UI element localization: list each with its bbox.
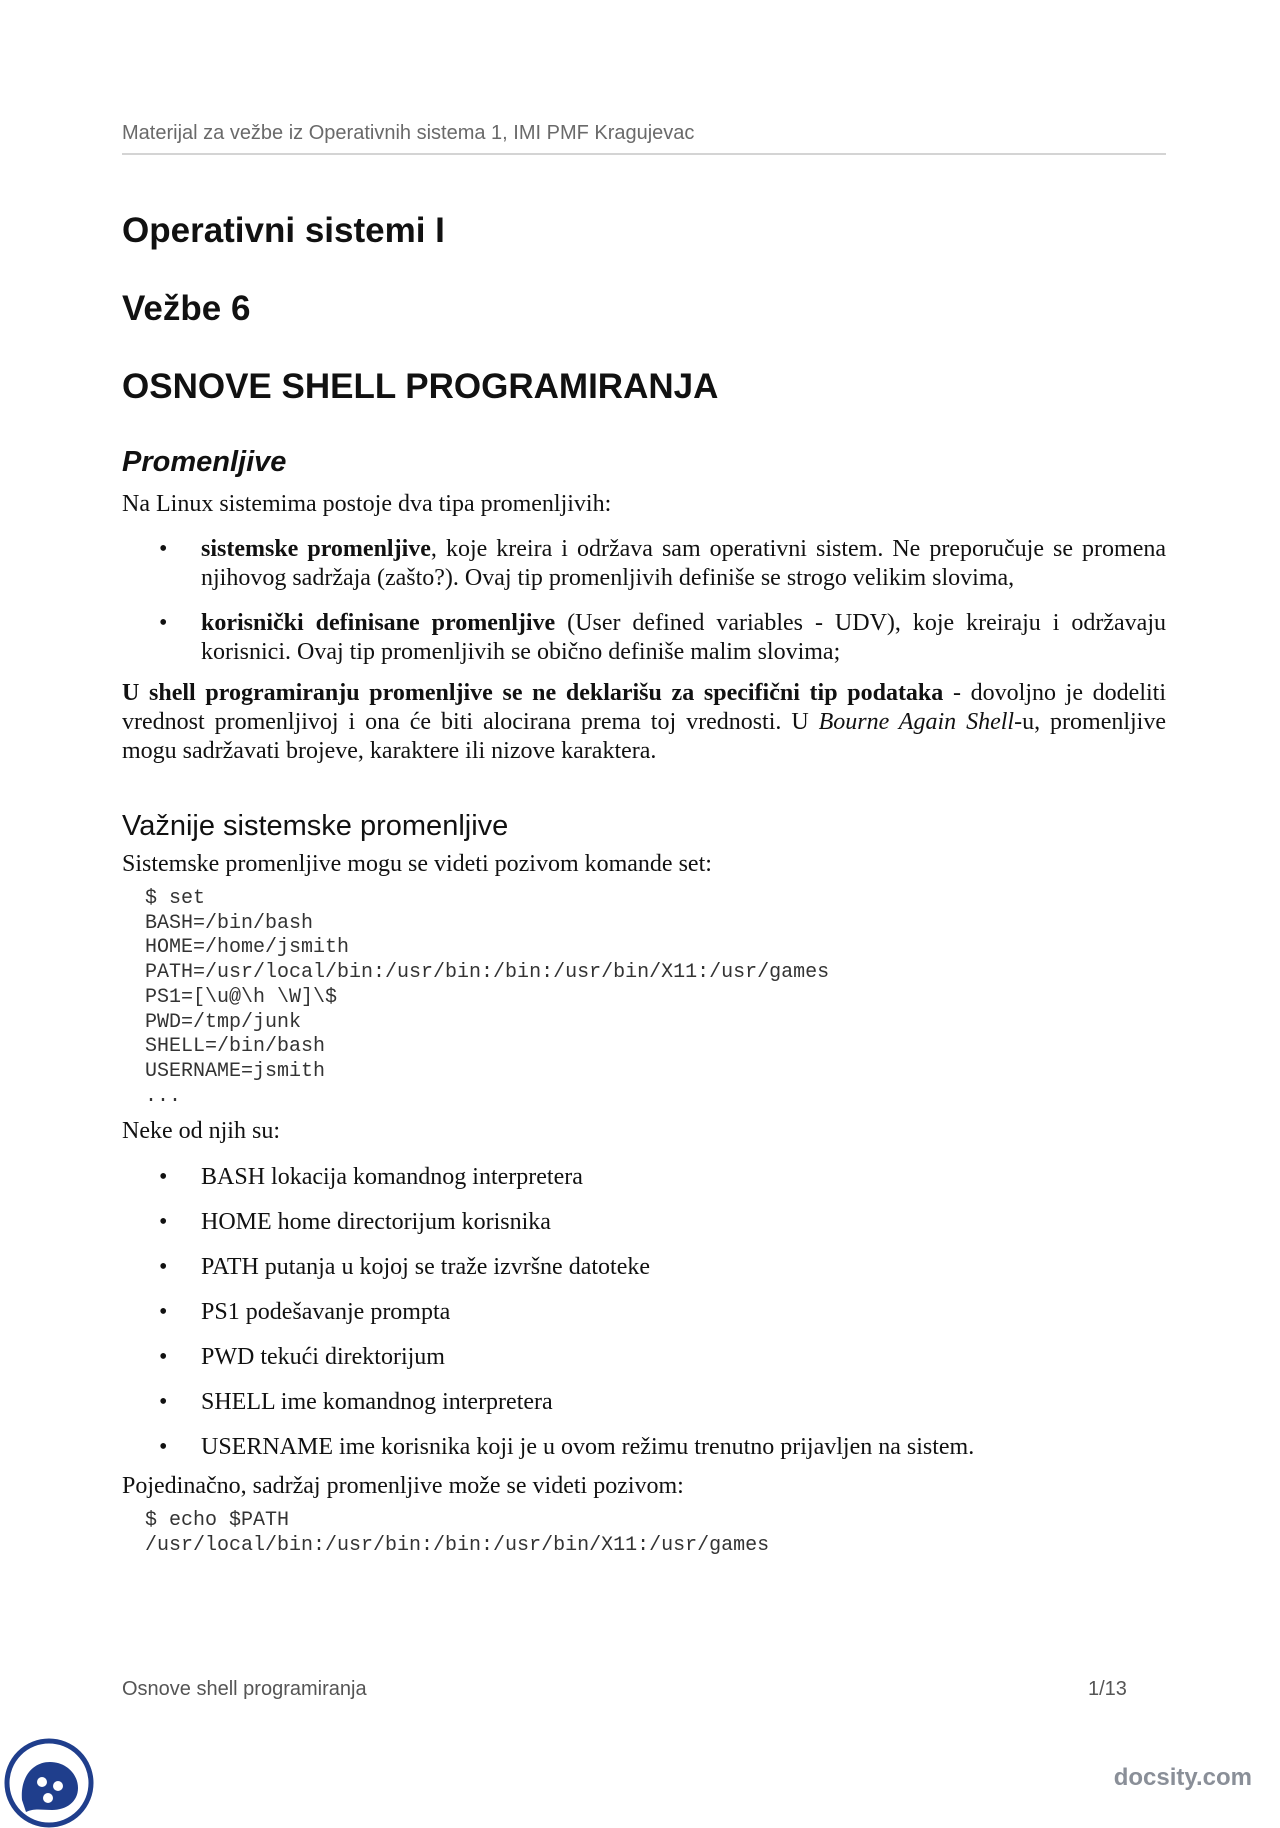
list-item	[122, 1298, 1166, 1327]
bullet-icon: •	[159, 536, 168, 562]
bullet-icon: •	[159, 1389, 168, 1416]
logo-dot	[37, 1777, 47, 1787]
variable-description: SHELL ime komandnog interpretera	[201, 1389, 553, 1416]
system-variables-list	[122, 1163, 1166, 1462]
list-item	[122, 1208, 1166, 1237]
logo-dot	[53, 1781, 63, 1791]
bullet-icon: •	[159, 1344, 168, 1371]
list-item	[122, 1163, 1166, 1192]
logo-dot	[43, 1793, 53, 1803]
page-content	[122, 210, 1166, 1559]
bullet-icon: •	[159, 1164, 168, 1191]
variable-description: PATH putanja u kojoj se traže izvršne datoteke	[201, 1254, 650, 1281]
list-item	[122, 1388, 1166, 1417]
list-item	[122, 609, 1166, 667]
header-divider	[122, 153, 1166, 155]
code-block-set: $ set BASH=/bin/bash HOME=/home/jsmith PATH=/usr/local/bin:/usr/bin:/bin:/usr/bin/X11:/usr/games PS1=[\u@\h \W]\$ PWD=/tmp/junk SHELL=/bin/bash USERNAME=jsmith ...	[145, 887, 830, 1108]
variable-types-list	[122, 535, 1166, 667]
list-item	[122, 1433, 1166, 1462]
paragraph-text: -u, promenljive mogu sadržavati brojeve, karaktere ili nizove karaktera.	[122, 709, 1167, 764]
term-user-variables: korisnički definisane promenljive	[201, 610, 556, 636]
running-header: Materijal za vežbe iz Operativnih sistema 1, IMI PMF Kragujevac	[122, 122, 695, 144]
page-number: 1/13	[1088, 1678, 1127, 1700]
variable-description: PS1 podešavanje prompta	[201, 1299, 451, 1326]
bullet-icon: •	[159, 1434, 168, 1461]
lab-title: Vežbe 6	[122, 289, 251, 328]
vars-intro: Neke od njih su:	[122, 1118, 280, 1145]
logo-shape	[22, 1762, 78, 1812]
echo-intro: Pojedinačno, sadržaj promenljive može se videti pozivom:	[122, 1473, 684, 1500]
typing-emphasis: U shell programiranju promenljive se ne deklarišu za specifični tip podataka	[122, 680, 944, 706]
variable-description: HOME home directorijum korisnika	[201, 1209, 551, 1236]
term-system-variables: sistemske promenljive	[201, 536, 431, 562]
variable-description: USERNAME ime korisnika koji je u ovom režimu trenutno prijavljen na sistem.	[201, 1434, 975, 1461]
variable-description: BASH lokacija komandnog interpretera	[201, 1164, 583, 1191]
section1-intro: Na Linux sistemima postoje dva tipa promenljivih:	[122, 491, 612, 517]
list-item	[122, 1343, 1166, 1372]
bullet-icon: •	[159, 1299, 168, 1326]
variable-description: PWD tekući direktorijum	[201, 1344, 445, 1371]
course-title: Operativni sistemi I	[122, 211, 445, 250]
typing-paragraph	[122, 679, 1166, 766]
docsity-logo-icon[interactable]	[4, 1738, 94, 1828]
shell-name: Bourne Again Shell	[818, 709, 1015, 735]
topic-title: OSNOVE SHELL PROGRAMIRANJA	[122, 367, 719, 406]
docsity-brand[interactable]: docsity.com	[1113, 1764, 1252, 1791]
bullet-icon: •	[159, 1209, 168, 1236]
list-item	[122, 1253, 1166, 1282]
set-intro: Sistemske promenljive mogu se videti pozivom komande set:	[122, 851, 712, 877]
footer-title: Osnove shell programiranja	[122, 1678, 367, 1700]
term-description: , koje kreira i održava sam operativni sistem. Ne preporučuje se promena njihovog sadržaja (zašto?). Ovaj tip promenljivih definiše se strogo velikim slovima,	[201, 536, 1166, 591]
section-heading-promenljive: Promenljive	[122, 446, 287, 478]
list-item	[122, 535, 1166, 593]
bullet-icon: •	[159, 1254, 168, 1281]
section-heading-system-variables: Važnije sistemske promenljive	[122, 810, 509, 842]
code-block-echo: $ echo $PATH /usr/local/bin:/usr/bin:/bin:/usr/bin/X11:/usr/games	[145, 1509, 770, 1558]
bullet-icon: •	[159, 610, 168, 636]
paragraph-text: - dovoljno je dodeliti vrednost promenljivoj i ona će biti alocirana prema toj vrednosti. U	[122, 680, 1166, 735]
term-description: (User defined variables - UDV), koje kreiraju i održavaju korisnici. Ovaj tip promenljivih se obično definiše malim slovima;	[201, 610, 1167, 665]
